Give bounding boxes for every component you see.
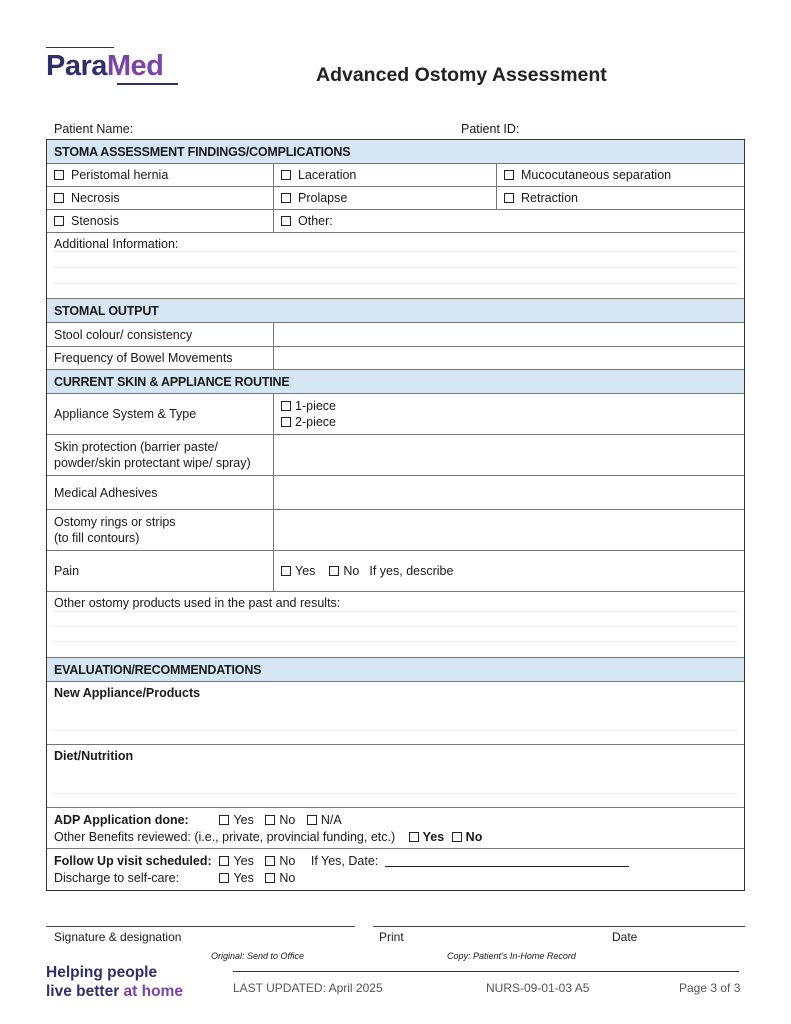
checkbox[interactable]: [265, 856, 275, 866]
ruled-line: [53, 283, 738, 284]
rings-label: [47, 510, 274, 550]
other-products-field[interactable]: [47, 592, 744, 658]
option-label: Peristomal hernia: [71, 168, 169, 182]
date-label: Date: [612, 930, 638, 944]
ruled-line: [53, 611, 738, 612]
ruled-line: [53, 730, 738, 731]
checkbox[interactable]: [219, 815, 229, 825]
checkbox[interactable]: [281, 193, 291, 203]
option-label: N/A: [320, 813, 342, 827]
adp-benefits-row: [47, 808, 744, 849]
option-label: Yes: [233, 871, 254, 885]
signature-line[interactable]: [46, 926, 355, 927]
option-2-piece[interactable]: [281, 414, 336, 430]
followup-yes[interactable]: [219, 854, 253, 868]
checkbox[interactable]: [329, 566, 339, 576]
option-label: Mucocutaneous separation: [521, 168, 672, 182]
checkbox[interactable]: [265, 873, 275, 883]
option-label: No: [279, 813, 296, 827]
option-laceration[interactable]: [274, 164, 497, 186]
checkbox[interactable]: [281, 566, 291, 576]
stool-label: Stool colour/ consistency: [47, 323, 274, 346]
pain-yes[interactable]: [281, 564, 315, 578]
original-note: Original: Send to Office: [211, 951, 305, 961]
ruled-line: [53, 626, 738, 627]
checkbox[interactable]: [54, 216, 64, 226]
option-label: Necrosis: [71, 191, 120, 205]
skin-protection-row: [47, 435, 744, 476]
option-label: No: [343, 564, 360, 578]
logo-para: Para: [46, 50, 107, 82]
option-label: 1-piece: [295, 399, 336, 413]
pain-describe-label: If yes, describe: [369, 564, 454, 578]
followup-date-label: If Yes, Date:: [310, 854, 379, 868]
section-header-output: STOMAL OUTPUT: [47, 299, 744, 323]
checkbox[interactable]: [54, 170, 64, 180]
checkbox[interactable]: [265, 815, 275, 825]
page-title: Advanced Ostomy Assessment: [316, 64, 607, 86]
stool-input[interactable]: [274, 323, 744, 346]
tagline-line-2: [46, 982, 183, 1001]
adp-na[interactable]: [307, 813, 342, 827]
option-other[interactable]: [274, 210, 744, 232]
option-label: Yes: [422, 830, 445, 844]
label-line: powder/skin protectant wipe/ spray): [54, 456, 251, 470]
diet-label: Diet/Nutrition: [54, 749, 134, 763]
adp-yes[interactable]: [219, 813, 253, 827]
stoma-row-2: [47, 187, 744, 210]
page-number: Page 3 of 3: [679, 981, 741, 995]
rings-input[interactable]: [274, 510, 744, 550]
skin-protection-input[interactable]: [274, 435, 744, 475]
other-products-label: Other ostomy products used in the past and results:: [54, 596, 341, 610]
discharge-line: [54, 870, 737, 887]
label-line: Skin protection (barrier paste/: [54, 440, 218, 454]
option-1-piece[interactable]: [281, 398, 336, 414]
option-label: Yes: [233, 813, 254, 827]
additional-info-label: Additional Information:: [54, 237, 179, 251]
checkbox[interactable]: [219, 873, 229, 883]
discharge-no[interactable]: [265, 871, 295, 885]
pain-row: [47, 551, 744, 592]
checkbox[interactable]: [281, 417, 291, 427]
footer-divider: [233, 971, 739, 972]
form-code: NURS-09-01-03 A5: [486, 981, 590, 995]
ruled-line: [53, 793, 738, 794]
assessment-form: [46, 139, 745, 891]
brand-tagline: [46, 963, 183, 1001]
followup-line: [54, 853, 737, 870]
rings-row: [47, 510, 744, 551]
adhesives-label: Medical Adhesives: [47, 476, 274, 509]
checkbox[interactable]: [504, 170, 514, 180]
option-label: Stenosis: [71, 214, 119, 228]
stoma-row-1: [47, 164, 744, 187]
option-label: Laceration: [298, 168, 357, 182]
option-label: No: [279, 854, 296, 868]
followup-date-input[interactable]: [385, 855, 629, 867]
checkbox[interactable]: [452, 832, 462, 842]
new-appliance-field[interactable]: [47, 682, 744, 745]
ruled-line: [53, 251, 738, 252]
frequency-label: Frequency of Bowel Movements: [47, 347, 274, 369]
diet-field[interactable]: [47, 745, 744, 808]
patient-name-label: Patient Name:: [54, 122, 134, 136]
additional-info-field[interactable]: [47, 233, 744, 299]
followup-label: Follow Up visit scheduled:: [54, 854, 212, 868]
option-retraction[interactable]: [497, 187, 744, 209]
copy-note: Copy: Patient’s In-Home Record: [447, 951, 576, 961]
pain-label: Pain: [47, 551, 274, 591]
benefits-yes[interactable]: [409, 830, 445, 844]
label-line: (to fill contours): [54, 531, 140, 545]
last-updated: LAST UPDATED: April 2025: [233, 981, 383, 995]
checkbox[interactable]: [281, 216, 291, 226]
option-necrosis[interactable]: [47, 187, 274, 209]
appliance-options: [274, 394, 744, 434]
paramed-logo: [46, 47, 178, 87]
section-header-stoma: STOMA ASSESSMENT FINDINGS/COMPLICATIONS: [47, 140, 744, 164]
option-label: No: [465, 830, 483, 844]
followup-row: [47, 849, 744, 890]
benefits-label: Other Benefits reviewed: (i.e., private, provincial funding, etc.): [54, 830, 396, 844]
adp-label: ADP Application done:: [54, 813, 189, 827]
logo-rule-top: [46, 47, 114, 48]
section-header-evaluation: EVALUATION/RECOMMENDATIONS: [47, 658, 744, 682]
stool-row: [47, 323, 744, 347]
adp-no[interactable]: [265, 813, 295, 827]
logo-med: Med: [106, 50, 164, 82]
appliance-label: Appliance System & Type: [47, 394, 274, 434]
section-header-routine: CURRENT SKIN & APPLIANCE ROUTINE: [47, 370, 744, 394]
ruled-line: [53, 641, 738, 642]
pain-no[interactable]: [329, 564, 359, 578]
appliance-row: [47, 394, 744, 435]
option-prolapse[interactable]: [274, 187, 497, 209]
ruled-line: [53, 267, 738, 268]
followup-no[interactable]: [265, 854, 295, 868]
option-label: No: [279, 871, 296, 885]
checkbox[interactable]: [409, 832, 419, 842]
option-label: 2-piece: [295, 415, 336, 429]
label-line: Ostomy rings or strips: [54, 515, 176, 529]
print-date-line[interactable]: [373, 926, 745, 927]
option-label: Retraction: [521, 191, 578, 205]
adhesives-input[interactable]: [274, 476, 744, 509]
option-label: Other:: [298, 214, 333, 228]
discharge-yes[interactable]: [219, 871, 253, 885]
frequency-row: [47, 347, 744, 370]
patient-id-label: Patient ID:: [461, 122, 520, 136]
option-label: Prolapse: [298, 191, 348, 205]
checkbox[interactable]: [281, 170, 291, 180]
option-label: Yes: [233, 854, 254, 868]
option-stenosis[interactable]: [47, 210, 274, 232]
option-peristomal-hernia[interactable]: [47, 164, 274, 186]
signature-label: Signature & designation: [54, 930, 182, 944]
logo-wordmark: [46, 50, 163, 82]
logo-rule-bottom: [117, 83, 178, 85]
benefits-no[interactable]: [452, 830, 483, 844]
checkbox[interactable]: [504, 193, 514, 203]
adp-line: [54, 812, 737, 829]
checkbox[interactable]: [281, 401, 291, 411]
print-label: Print: [379, 930, 404, 944]
new-appliance-label: New Appliance/Products: [54, 686, 201, 700]
checkbox[interactable]: [54, 193, 64, 203]
adhesives-row: [47, 476, 744, 510]
stoma-row-3: [47, 210, 744, 233]
discharge-label: Discharge to self-care:: [54, 871, 180, 885]
benefits-line: [54, 829, 737, 846]
tagline-accent: at home: [123, 983, 183, 1000]
tagline-part: live better: [46, 983, 124, 1000]
frequency-input[interactable]: [274, 347, 744, 369]
checkbox[interactable]: [219, 856, 229, 866]
option-label: Yes: [295, 564, 316, 578]
skin-protection-label: [47, 435, 274, 475]
pain-options: [274, 551, 744, 591]
tagline-line-1: Helping people: [46, 964, 158, 981]
option-mucocutaneous-separation[interactable]: [497, 164, 744, 186]
checkbox[interactable]: [307, 815, 317, 825]
